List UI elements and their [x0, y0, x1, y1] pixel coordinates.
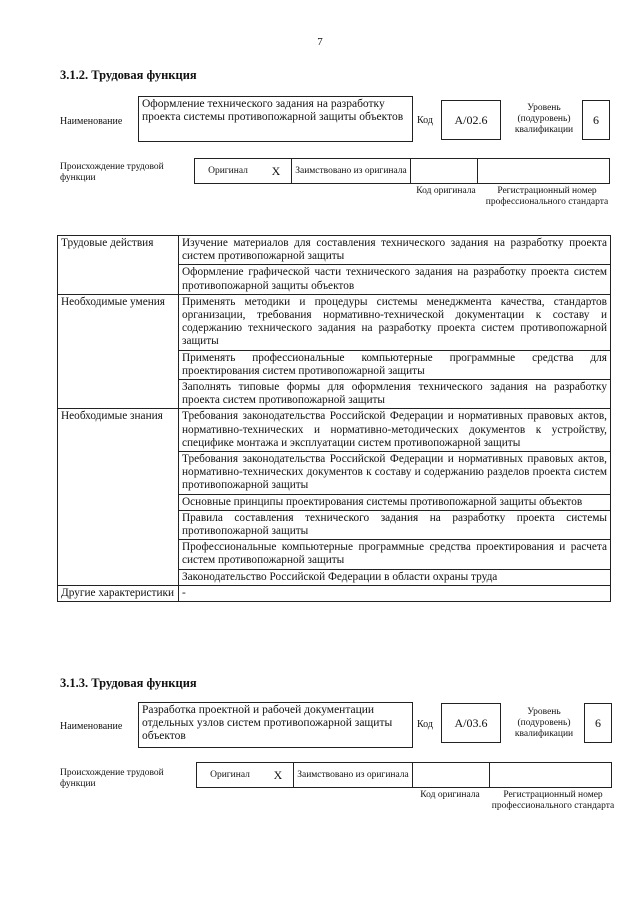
row-heading: Необходимые знания — [58, 409, 179, 585]
table-row — [58, 294, 611, 350]
row-item: Правила составления технического задания на разработку проекта системы противопожарной защиты — [179, 510, 611, 539]
original-mark: X — [261, 159, 292, 183]
row-item: Основные принципы проектирования системы противопожарной защиты объектов — [179, 494, 611, 510]
reg-number-label: Регистрационный номер профессионального стандарта — [485, 186, 609, 207]
code-original-label: Код оригинала — [416, 186, 476, 196]
borrowed-label-2: Заимствовано из оригинала — [294, 763, 413, 787]
function-details-table — [57, 235, 611, 602]
page-number: 7 — [317, 36, 323, 48]
function-name-box: Оформление технического задания на разработку проекта системы противопожарной защиты объектов — [138, 96, 413, 142]
code-value-box-2: A/03.6 — [441, 703, 501, 743]
table-row — [58, 409, 611, 452]
row-item: Применять профессиональные компьютерные программные средства для проектирования систем противопожарной защиты — [179, 350, 611, 379]
original-label-2: Оригинал — [210, 770, 250, 780]
row-heading: Другие характеристики — [58, 585, 179, 601]
code-value-box: A/02.6 — [441, 100, 501, 140]
origin-box — [194, 158, 610, 184]
table-row — [58, 236, 611, 265]
origin-label-2: Происхождение трудовой функции — [60, 768, 164, 789]
level-value-box-2: 6 — [584, 703, 612, 743]
row-item: - — [179, 585, 611, 601]
original-mark-2: X — [263, 763, 294, 787]
borrowed-label: Заимствовано из оригинала — [292, 159, 411, 183]
section-title: 3.1.2. Трудовая функция — [60, 68, 197, 82]
code-original-cell-2 — [413, 763, 490, 787]
table-row — [58, 585, 611, 601]
row-item: Применять методики и процедуры системы менеджмента качества, стандартов организации, требования нормативно-технической документации к составу и содержанию технического задания на разработку проекта систем противопожарной защиты — [179, 294, 611, 350]
row-item: Требования законодательства Российской Федерации и нормативных правовых актов, нормативно-технических документов к составу и содержанию разделов проекта систем противопожарной защиты — [179, 452, 611, 495]
level-label: Уровень (подуровень) квалификации — [514, 103, 574, 135]
row-item: Заполнять типовые формы для оформления технического задания на разработку проекта систем противопожарной защиты — [179, 380, 611, 409]
name-label-2: Наименование — [60, 721, 123, 732]
origin-label: Происхождение трудовой функции — [60, 162, 164, 183]
row-heading: Трудовые действия — [58, 236, 179, 295]
code-original-label-2: Код оригинала — [420, 790, 480, 800]
reg-number-label-2: Регистрационный номер профессионального стандарта — [491, 790, 615, 811]
row-item: Законодательство Российской Федерации в области охраны труда — [179, 569, 611, 585]
level-label-2: Уровень (подуровень) квалификации — [514, 707, 574, 739]
row-item: Оформление графической части технического задания на разработку проекта систем противопожарной защиты объектов — [179, 265, 611, 294]
row-item: Изучение материалов для составления технического задания на разработку проекта систем противопожарной защиты — [179, 236, 611, 265]
level-value-box: 6 — [582, 100, 610, 140]
name-label: Наименование — [60, 116, 123, 127]
code-label-2: Код — [417, 719, 433, 730]
row-item: Требования законодательства Российской Федерации и нормативных правовых актов, нормативно-технических и нормативно-методических документов к устройству, специфике монтажа и эксплуатации систем противопожарной защиты — [179, 409, 611, 452]
origin-box-2 — [196, 762, 612, 788]
original-label: Оригинал — [208, 166, 248, 176]
code-original-cell — [411, 159, 478, 183]
code-label: Код — [417, 115, 433, 126]
section-title-2: 3.1.3. Трудовая функция — [60, 676, 197, 690]
row-item: Профессиональные компьютерные программные средства проектирования и расчета систем противопожарной защиты — [179, 540, 611, 569]
function-name-box-2: Разработка проектной и рабочей документации отдельных узлов систем противопожарной защиты объектов — [138, 702, 413, 748]
row-heading: Необходимые умения — [58, 294, 179, 409]
